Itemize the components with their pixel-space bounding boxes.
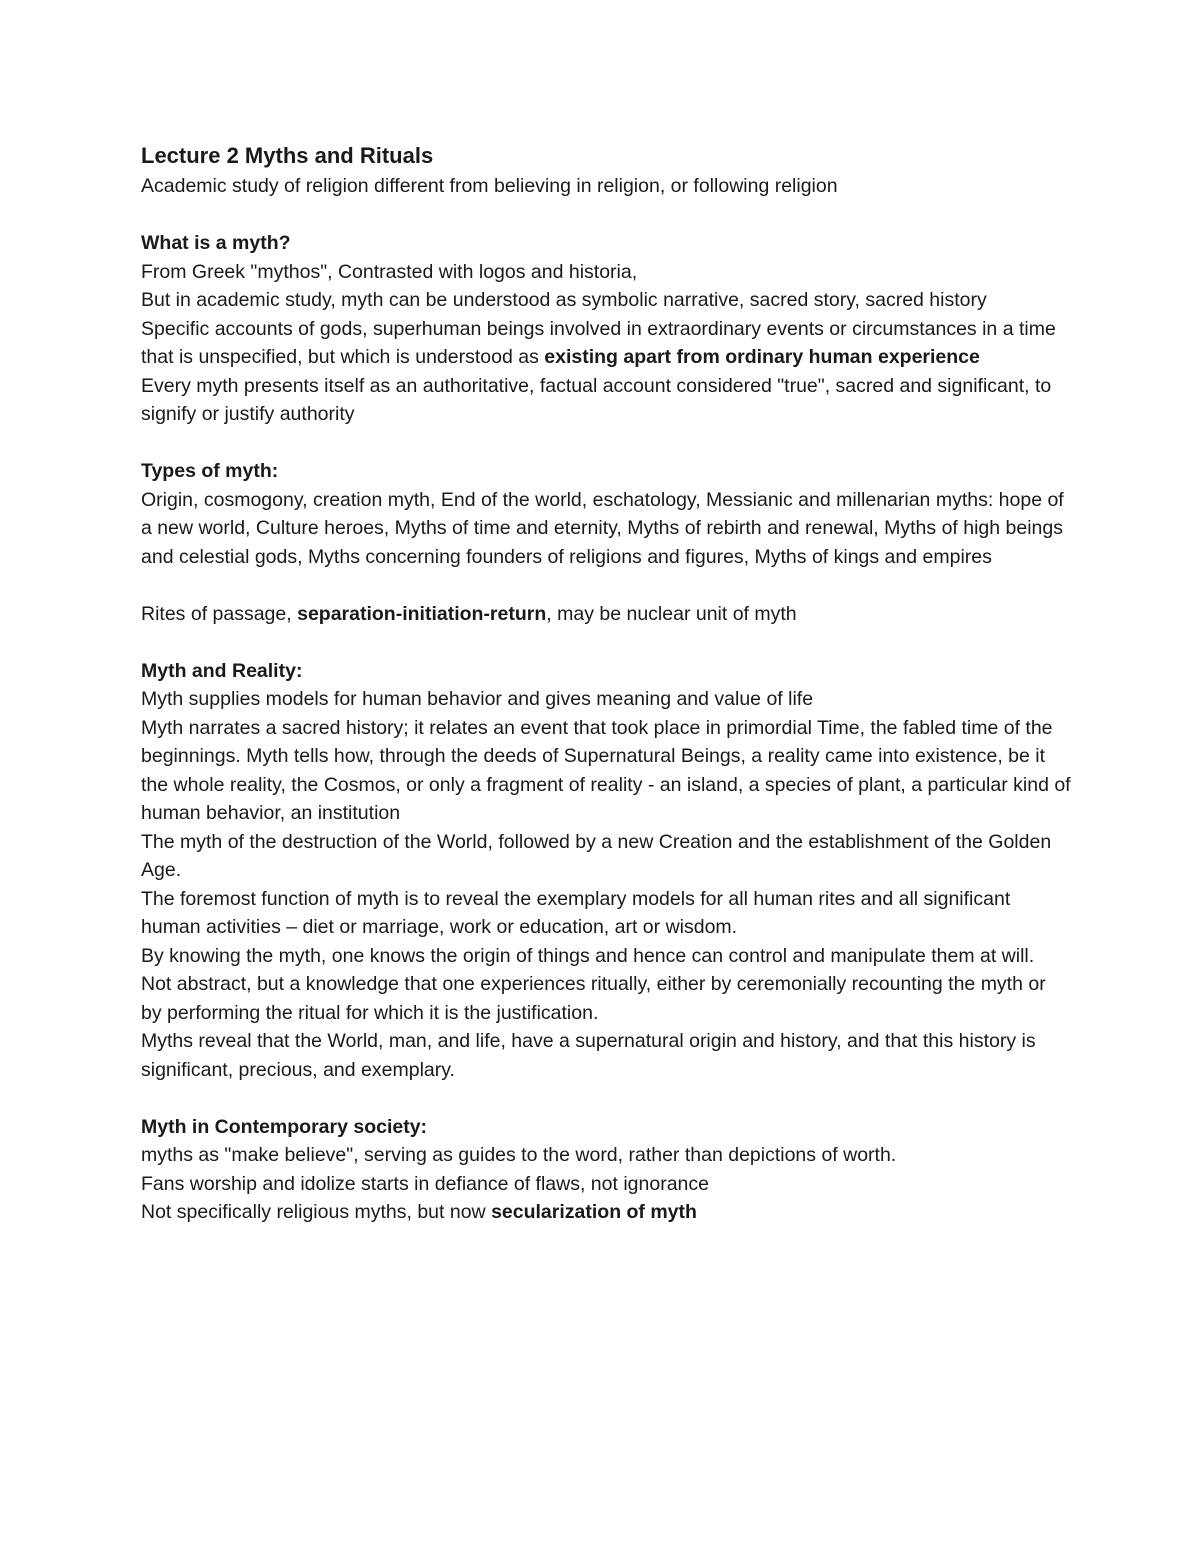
section-heading-myth-and-reality: Myth and Reality: xyxy=(141,659,303,682)
paragraph-text: Not specifically religious myths, but now xyxy=(141,1201,492,1223)
paragraph: Not abstract, but a knowledge that one experiences ritually, either by ceremonially recounting the myth or by performing the ritual for which it is the justification. xyxy=(141,973,1046,1024)
paragraph-text: Rites of passage, xyxy=(141,602,298,625)
section-heading-types-of-myth: Types of myth: xyxy=(141,460,279,482)
document-title: Lecture 2 Myths and Rituals xyxy=(141,143,434,168)
document-body xyxy=(141,140,1071,1227)
paragraph: myths as "make believe", serving as guides to the word, rather than depictions of worth. xyxy=(141,1144,897,1166)
spacer xyxy=(141,628,1071,657)
paragraph-rites xyxy=(141,600,1071,629)
spacer xyxy=(141,201,1071,230)
section-heading-contemporary: Myth in Contemporary society: xyxy=(141,1115,428,1138)
paragraph xyxy=(141,315,1071,372)
bold-phrase: separation-initiation-return xyxy=(297,602,547,625)
spacer xyxy=(141,1084,1071,1113)
paragraph: By knowing the myth, one knows the origin of things and hence can control and manipulate them at will. xyxy=(141,944,1035,967)
paragraph: Fans worship and idolize starts in defiance of flaws, not ignorance xyxy=(141,1172,709,1195)
paragraph: But in academic study, myth can be understood as symbolic narrative, sacred story, sacred history xyxy=(141,289,987,311)
paragraph-text: , may be nuclear unit of myth xyxy=(546,602,797,625)
paragraph: The foremost function of myth is to reveal the exemplary models for all human rites and all significant human activities – diet or marriage, work or education, art or wisdom. xyxy=(141,887,1011,938)
intro-line: Academic study of religion different from believing in religion, or following religion xyxy=(141,175,838,197)
paragraph: The myth of the destruction of the World, followed by a new Creation and the establishment of the Golden Age. xyxy=(141,830,1052,881)
paragraph: Myth supplies models for human behavior and gives meaning and value of life xyxy=(141,688,814,710)
spacer xyxy=(141,571,1071,600)
paragraph: Myths reveal that the World, man, and life, have a supernatural origin and history, and that this history is significant, precious, and exemplary. xyxy=(141,1030,1036,1081)
paragraph: Every myth presents itself as an authoritative, factual account considered "true", sacred and significant, to signify or justify authority xyxy=(141,374,1052,425)
bold-phrase: secularization of myth xyxy=(491,1201,697,1223)
paragraph: From Greek "mythos", Contrasted with logos and historia, xyxy=(141,260,638,283)
bold-phrase: existing apart from ordinary human experience xyxy=(544,346,980,368)
spacer xyxy=(141,429,1071,458)
paragraph-text: Specific accounts of gods, superhuman beings involved in extraordinary events or circumstances in a time that is unspecified, but which is understood as xyxy=(141,317,1056,368)
paragraph: Myth narrates a sacred history; it relates an event that took place in primordial Time, the fabled time of the beginnings. Myth tells how, through the deeds of Supernatural Beings, a reality came into existence, be it the whole reality, the Cosmos, or only a fragment of reality - an island, a species of plant, a particular kind of human behavior, an institution xyxy=(141,716,1071,824)
paragraph xyxy=(141,1198,1071,1227)
section-heading-what-is-myth: What is a myth? xyxy=(141,232,291,254)
paragraph: Origin, cosmogony, creation myth, End of the world, eschatology, Messianic and millenarian myths: hope of a new world, Culture heroes, Myths of time and eternity, Myths of rebirth and renewal, Myths of high beings and celestial gods, Myths concerning founders of religions and figures, Myths of kings and empires xyxy=(141,488,1064,568)
